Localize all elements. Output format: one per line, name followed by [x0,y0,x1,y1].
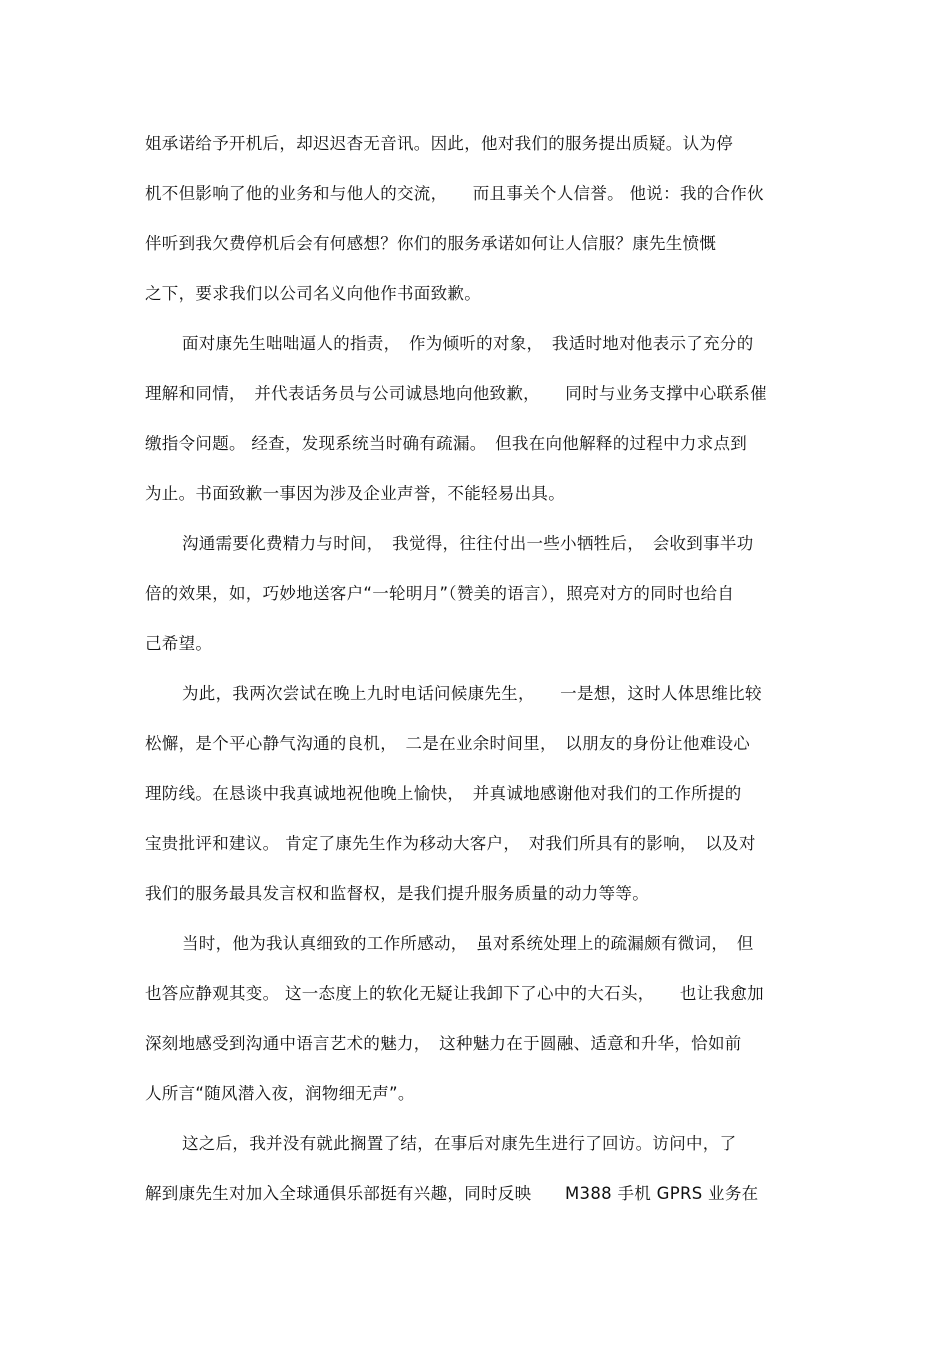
text-line: 己希望。 [145,634,213,653]
text-line: 解到康先生对加入全球通俱乐部挺有兴趣，同时反映 M388 手机 GPRS 业务在 [145,1184,759,1203]
paragraph-first-line: 面对康先生咄咄逼人的指责， 作为倾听的对象， 我适时地对他表示了充分的 [182,334,754,353]
text-line: 之下，要求我们以公司名义向他作书面致歉。 [145,284,481,303]
text-line: 伴听到我欠费停机后会有何感想？你们的服务承诺如何让人信服？康先生愤慨 [145,234,717,253]
text-line: 宝贵批评和建议。 肯定了康先生作为移动大客户， 对我们所具有的影响， 以及对 [145,834,756,853]
text-line: 松懈，是个平心静气沟通的良机， 二是在业余时间里， 以朋友的身份让他难设心 [145,734,751,753]
text-line: 也答应静观其变。 这一态度上的软化无疑让我卸下了心中的大石头， 也让我愈加 [145,984,764,1003]
text-line: 为止。书面致歉一事因为涉及企业声誉，不能轻易出具。 [145,484,565,503]
text-line: 机不但影响了他的业务和与他人的交流， 而且事关个人信誉。 他说：我的合作伙 [145,184,764,203]
paragraph-first-line: 当时，他为我认真细致的工作所感动， 虽对系统处理上的疏漏颇有微词， 但 [182,934,754,953]
text-line: 理解和同情， 并代表话务员与公司诚恳地向他致歉， 同时与业务支撑中心联系催 [145,384,767,403]
paragraph-first-line: 沟通需要化费精力与时间， 我觉得，往往付出一些小牺牲后， 会收到事半功 [182,534,754,553]
text-line: 缴指令问题。 经查，发现系统当时确有疏漏。 但我在向他解释的过程中力求点到 [145,434,748,453]
paragraph-first-line: 这之后，我并没有就此搁置了结，在事后对康先生进行了回访。访问中，了 [182,1134,737,1153]
text-line: 理防线。在恳谈中我真诚地祝他晚上愉快， 并真诚地感谢他对我们的工作所提的 [145,784,742,803]
text-line: 人所言“随风潜入夜，润物细无声”。 [145,1084,415,1103]
text-line: 倍的效果，如，巧妙地送客户“一轮明月”（赞美的语言），照亮对方的同时也给自 [145,584,735,603]
text-line: 深刻地感受到沟通中语言艺术的魅力， 这种魅力在于圆融、适意和升华，恰如前 [145,1034,742,1053]
text-line: 姐承诺给予开机后，却迟迟杳无音讯。因此，他对我们的服务提出质疑。认为停 [145,134,733,153]
paragraph-first-line: 为此，我两次尝试在晚上九时电话问候康先生， 一是想，这时人体思维比较 [182,684,762,703]
text-line: 我们的服务最具发言权和监督权，是我们提升服务质量的动力等等。 [145,884,649,903]
